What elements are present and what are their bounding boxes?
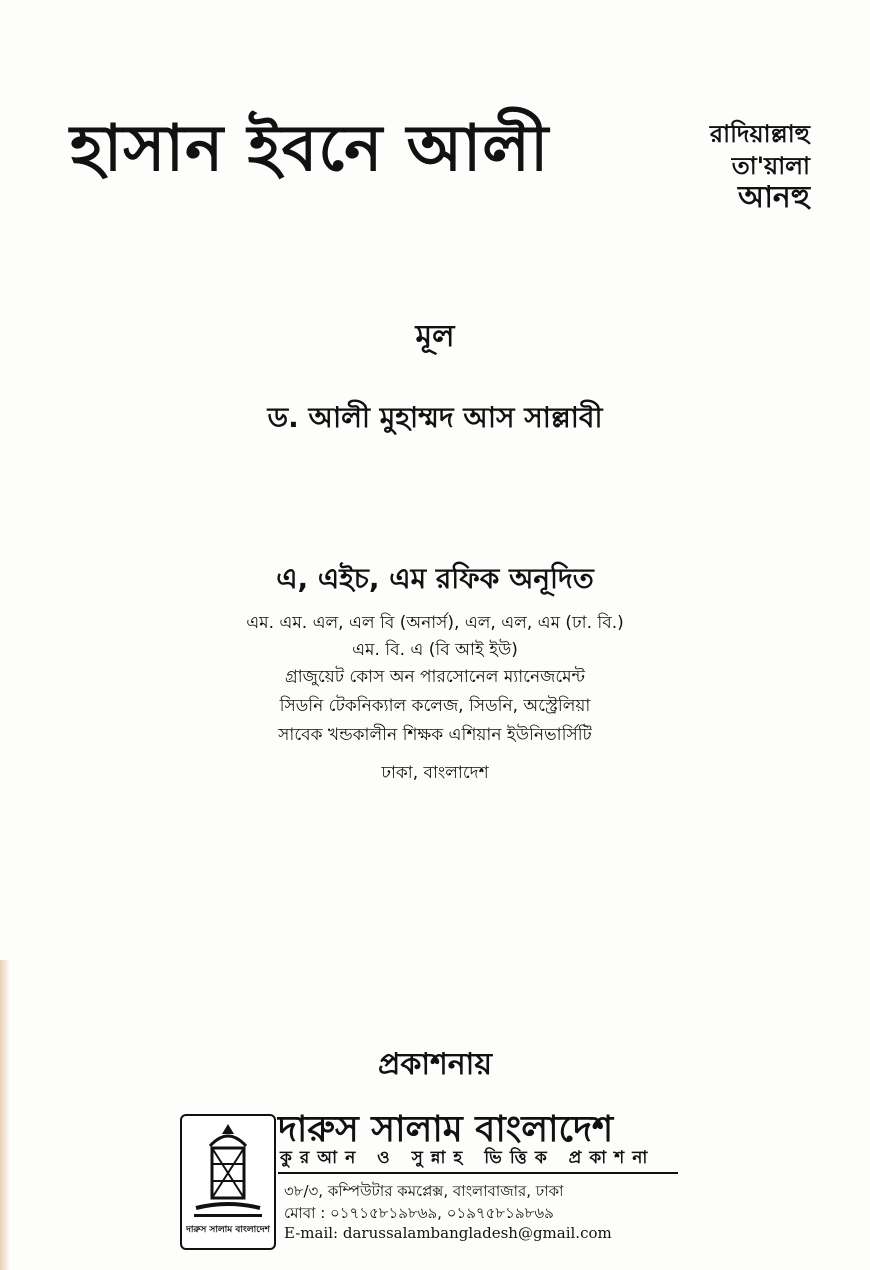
book-title: হাসান ইবনে আলী (70, 112, 550, 186)
credential-line: এম. এম. এল, এল বি (অনার্স), এল, এল, এম (ঢা. বি.) (246, 613, 624, 633)
author-name: ড. আলী মুহাম্মদ আস সাল্লাবী (267, 401, 603, 434)
honorific-phrase (650, 118, 810, 214)
publisher-address: ৩৮/৩, কম্পিউটার কমপ্লেক্স, বাংলাবাজার, ঢাকা (284, 1182, 564, 1200)
original-label: মূল (415, 319, 455, 354)
honorific-line: তা'য়ালা (731, 152, 810, 180)
credential-line: গ্রাজুয়েট কোস অন পারসোনেল ম্যানেজমেন্ট (284, 667, 585, 687)
publishing-label: প্রকাশনায় (377, 1047, 493, 1082)
divider (278, 1172, 678, 1174)
publisher-email: E-mail: darussalambangladesh@gmail.com (284, 1224, 612, 1242)
credential-line: ঢাকা, বাংলাদেশ (381, 763, 489, 783)
credential-line: সিডনি টেকনিক্যাল কলেজ, সিডনি, অস্ট্রেলিয়া (279, 696, 591, 716)
honorific-line: আনহু (737, 180, 810, 215)
publisher-name: দারুস সালাম বাংলাদেশ (278, 1109, 614, 1150)
publisher-logo (180, 1114, 276, 1250)
honorific-line: রাদিয়াল্লাহু (709, 120, 810, 148)
logo-text: দারুস সালাম বাংলাদেশ (186, 1225, 270, 1235)
publisher-phone: মোবা : ০১৭১৫৮১৯৮৬৯, ০১৯৭৫৮১৯৮৬৯ (284, 1204, 554, 1222)
translator-line: এ, এইচ, এম রফিক অনূদিত (276, 562, 594, 595)
mosque-logo-icon (182, 1116, 274, 1248)
credential-line: এম. বি. এ (বি আই ইউ) (352, 640, 518, 660)
page-edge-shadow (0, 960, 10, 1270)
publisher-tagline: কুরআন ও সুন্নাহ ভিত্তিক প্রকাশনা (280, 1148, 656, 1168)
credential-line: সাবেক খন্ডকালীন শিক্ষক এশিয়ান ইউনিভার্সিটি (278, 725, 592, 745)
publisher-block (180, 1108, 680, 1248)
